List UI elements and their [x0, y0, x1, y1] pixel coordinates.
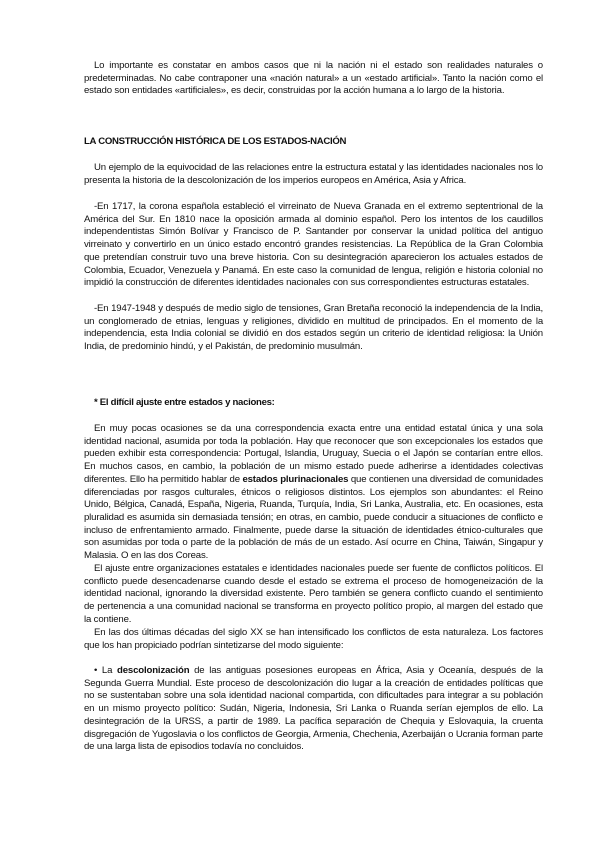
paragraph-text: de las antiguas posesiones europeas en África, Asia y Oceanía, después de la Segunda Guerra Mundial. Este proceso de descolonización dio lugar a la creación de entidades políticas que no se sustentaban sobre una sola identidad nacional compartida, con dificultades para integrar a su población en un mismo proyecto político: Sudán, Nigeria, Indonesia, Sri Lanka o Ruanda serían ejemplos de ello. La desintegración de la URSS, a partir de 1989. La pacífica separación de Chequia y Eslovaquia, la cruenta disgregación de Yugoslavia o los conflictos de Georgia, Armenia, Chechenia, Azerbaiján o Ucrania forman parte de una larga lista de episodios todavía no concluidos. — [84, 665, 543, 753]
paragraph-text: que contienen una diversidad de comunidades diferenciadas por rasgos culturales, étnicos o religiosos distintos. Los ejemplos son abundantes: el Reino Unido, Bélgica, Canadá, España, Nigeria, Ruanda, Turquía, India, Sri Lanka, Australia, etc. En ocasiones, esta pluralidad es asumida sin demasiada tensión; en otras, en cambio, puede conducir a situaciones de conflicto e incluso de enfrentamiento armado. Finalmente, puede darse la situación de identidades étnico-culturales que son asumidas por toda o parte de la población de más de un estado. Así ocurre en China, Taiwán, Singapur y Malasia. O en las dos Coreas. — [84, 473, 543, 562]
paragraph-descolonizacion — [84, 665, 543, 754]
bullet-text: • La — [94, 665, 118, 676]
bold-term-descolonizacion: descolonización — [117, 665, 190, 676]
paragraph-descolonizacion-ejemplo: Un ejemplo de la equivocidad de las relaciones entre la estructura estatal y las identidades nacionales nos lo presenta la historia de la descolonización de los imperios europeos en América, Asia y Africa. — [84, 162, 543, 186]
paragraph-text: En muy pocas ocasiones se da una correspondencia exacta entre una entidad estatal única y una sola identidad nacional, asumida por toda la población. Hay que reconocer que son excepcionales los estados que pueden exhibir esta correspondencia: Portugal, Islandia, Uruguay, Suecia o el Japón se contarían entre ellos. En muchos casos, en cambio, la población de un mismo estado puede adherirse a identidades colectivas diferentes. Ello ha permitido hablar de — [84, 423, 543, 485]
section-heading-ajuste: * El difícil ajuste entre estados y naciones: — [94, 397, 275, 408]
paragraph-ajuste-conflictos: El ajuste entre organizaciones estatales e identidades nacionales puede ser fuente de conflictos políticos. El conflicto puede desencadenarse cuando desde el estado se extrema el proceso de homogeneización de la identidad nacional, ignorando la diversidad existente. Pero también se genera conflicto cuando el sentimiento de pertenencia a una comunidad nacional se transforma en proyecto político propio, al margen del estado que la contiene. — [84, 563, 543, 625]
paragraph-india: -En 1947-1948 y después de medio siglo de tensiones, Gran Bretaña reconoció la independencia de la India, un conglomerado de etnias, lenguas y religiones, dividido en multitud de principados. En el momento de la independencia, esta India colonial se dividió en dos estados según un criterio de identidad religiosa: la Unión India, de predominio hindú, y el Pakistán, de predominio musulmán. — [84, 303, 543, 353]
paragraph-estados-plurinacionales — [84, 423, 543, 563]
paragraph-nueva-granada: -En 1717, la corona española estableció el virreinato de Nueva Granada en el extremo septentrional de la América del Sur. En 1810 nace la oposición armada al dominio español. Pero los intentos de los caudillos independentistas Simón Bolívar y Francisco de P. Santander por conservar la unidad política del antiguo virreinato y convertirlo en un único estado encontró grandes resistencias. La República de la Gran Colombia que pretendían construir tuvo una breve historia. Con su desintegración aparecieron los actuales estados de Colombia, Ecuador, Venezuela y Panamá. En este caso la comunidad de lengua, religión e historia colonial no impidió la construcción de diferentes identidades nacionales con sus correspondientes estructuras estatales. — [84, 201, 543, 289]
paragraph-ultimas-decadas: En las dos últimas décadas del siglo XX se han intensificado los conflictos de esta naturaleza. Los factores que los han propiciado podrían sintetizarse del modo siguiente: — [84, 627, 543, 651]
section-heading-construccion: LA CONSTRUCCIÓN HISTÓRICA DE LOS ESTADOS-NACIÓN — [84, 136, 347, 147]
bold-term-estados-plurinacionales: estados plurinacionales — [242, 473, 349, 485]
paragraph-intro: Lo importante es constatar en ambos casos que ni la nación ni el estado son realidades naturales o predeterminadas. No cabe contraponer una «nación natural» a un «estado artificial». Tanto la nación como el estado son entidades «artificiales», es decir, construidas por la acción humana a lo largo de la historia. — [84, 60, 543, 97]
